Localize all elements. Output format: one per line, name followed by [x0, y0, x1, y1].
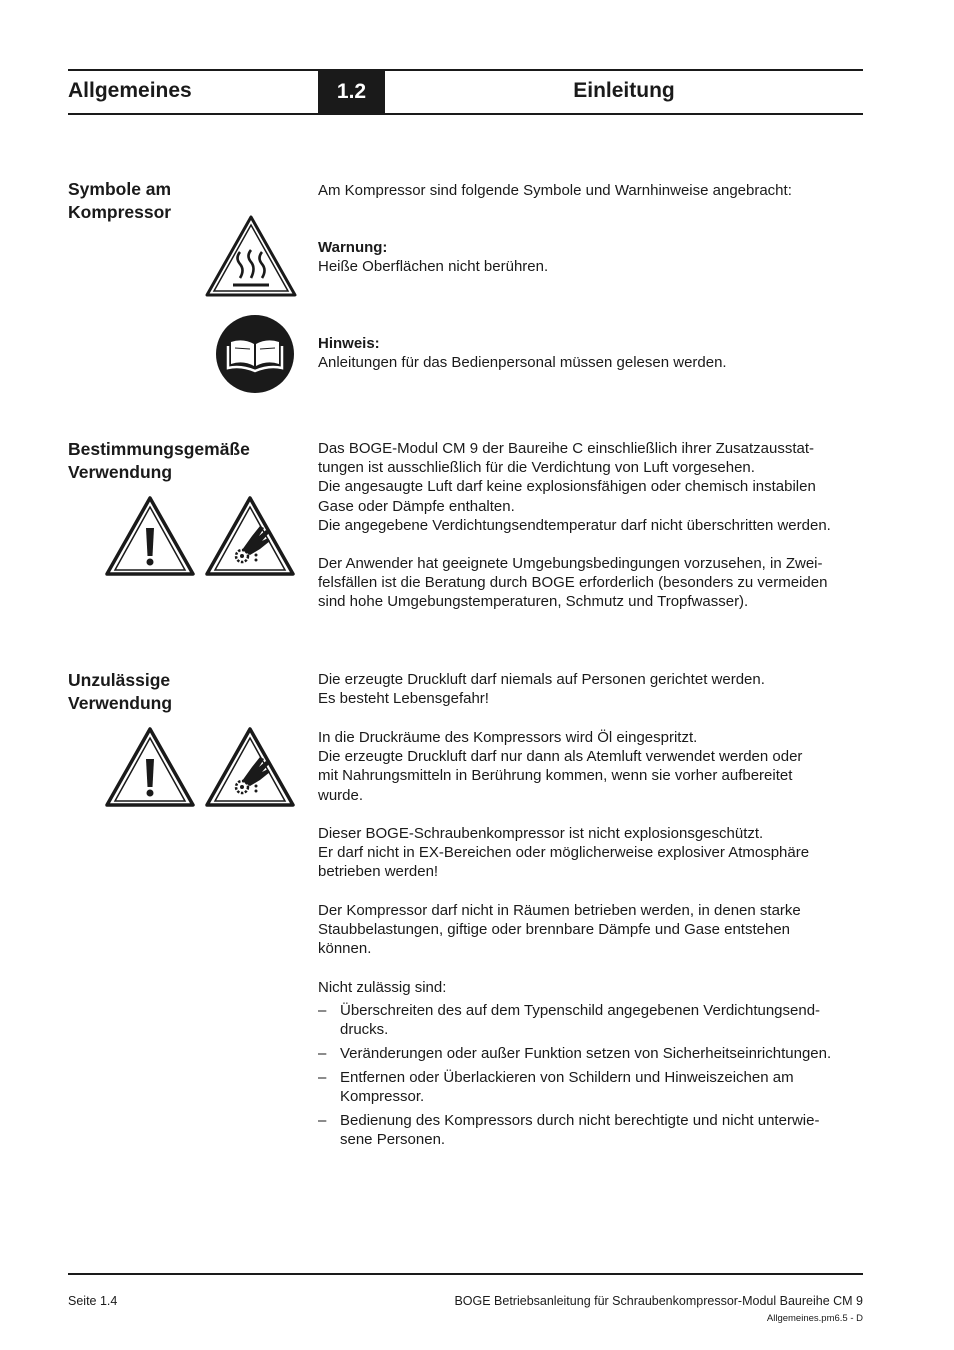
symbole-intro: Am Kompressor sind folgende Symbole und Warnhinweise angebracht:	[318, 182, 792, 199]
list-item: – Veränderungen oder außer Funktion setzen von Sicherheitseinrichtungen.	[318, 1045, 832, 1063]
document-title: BOGE Betriebsanleitung für Schraubenkompressor-Modul Baureihe CM 9	[454, 1294, 863, 1308]
footer-rule	[68, 1273, 863, 1275]
notice-text: Anleitungen für das Bedienpersonal müssen gelesen werden.	[318, 354, 727, 372]
read-manual-icon	[215, 314, 295, 394]
warning-block	[318, 238, 866, 276]
header-bottom-rule	[68, 113, 863, 115]
not-permitted-list-block	[318, 978, 866, 1154]
hand-injury-warning-icon	[204, 726, 296, 808]
bestimmung-paragraph-2: Der Anwender hat geeignete Umgebungsbedingungen vorzusehen, in Zwei- felsfällen ist die Beratung durch BOGE erforderlich (besonders zu vermeiden sind hohe Umgebungstemperaturen, Schmutz und Tropfwasser).	[318, 555, 828, 611]
section-heading-symbole: Symbole am Kompressor	[68, 179, 172, 222]
not-permitted-list	[318, 1001, 866, 1149]
general-warning-icon	[104, 495, 196, 577]
hand-injury-warning-icon	[204, 495, 296, 577]
warning-text: Heiße Oberflächen nicht berühren.	[318, 258, 549, 276]
section-heading-bestimmung: Bestimmungsgemäße Verwendung	[68, 439, 250, 482]
bestimmung-paragraph-1: Das BOGE-Modul CM 9 der Baureihe C einschließlich ihrer Zusatzausstat- tungen ist ausschließlich für die Verdichtung von Luft vorgesehen. Die angesaugte Luft darf keine explosionsfähigen oder chemisch instabilen Gase oder Dämpfe enthalten. Die angegebene Verdichtungsendtemperatur darf nicht überschritten werden.	[318, 440, 831, 534]
general-warning-icon	[104, 726, 196, 808]
notice-block	[318, 334, 866, 372]
section-number: 1.2	[318, 71, 385, 113]
file-reference: Allgemeines.pm6.5 - D	[766, 1313, 863, 1324]
unzulaessig-paragraph-2: In die Druckräume des Kompressors wird Öl eingespritzt. Die erzeugte Druckluft darf nur dann als Atemluft verwendet werden oder mit Nahrungsmitteln in Berührung kommen, wenn sie vorher aufbereitet wurde.	[318, 729, 803, 804]
unzulaessig-paragraph-1: Die erzeugte Druckluft darf niemals auf Personen gerichtet werden. Es besteht Lebensgefahr!	[318, 671, 765, 708]
section-heading-unzulaessig: Unzulässige Verwendung	[68, 670, 173, 713]
list-item: – Bedienung des Kompressors durch nicht berechtigte und nicht unterwie- sene Personen.	[318, 1111, 820, 1148]
chapter-title: Allgemeines	[68, 79, 192, 102]
unzulaessig-paragraph-3: Dieser BOGE-Schraubenkompressor ist nicht explosionsgeschützt. Er darf nicht in EX-Bereichen oder möglicherweise explosiver Atmosphäre betrieben werden!	[318, 825, 810, 881]
unzulaessig-paragraph-4: Der Kompressor darf nicht in Räumen betrieben werden, in denen starke Staubbelastungen, giftige oder brennbare Dämpfe und Gase entstehen können.	[318, 902, 801, 958]
warning-label: Warnung:	[318, 239, 388, 256]
header-top-rule	[68, 69, 863, 71]
hot-surface-warning-icon	[204, 214, 298, 298]
list-item: – Entfernen oder Überlackieren von Schildern und Hinweiszeichen am Kompressor.	[318, 1068, 794, 1106]
list-intro: Nicht zulässig sind:	[318, 979, 447, 996]
list-item: – Überschreiten des auf dem Typenschild angegebenen Verdichtungsend- drucks.	[318, 1002, 821, 1039]
section-title: Einleitung	[573, 79, 675, 102]
notice-label: Hinweis:	[318, 335, 380, 352]
page-number: Seite 1.4	[68, 1294, 118, 1308]
